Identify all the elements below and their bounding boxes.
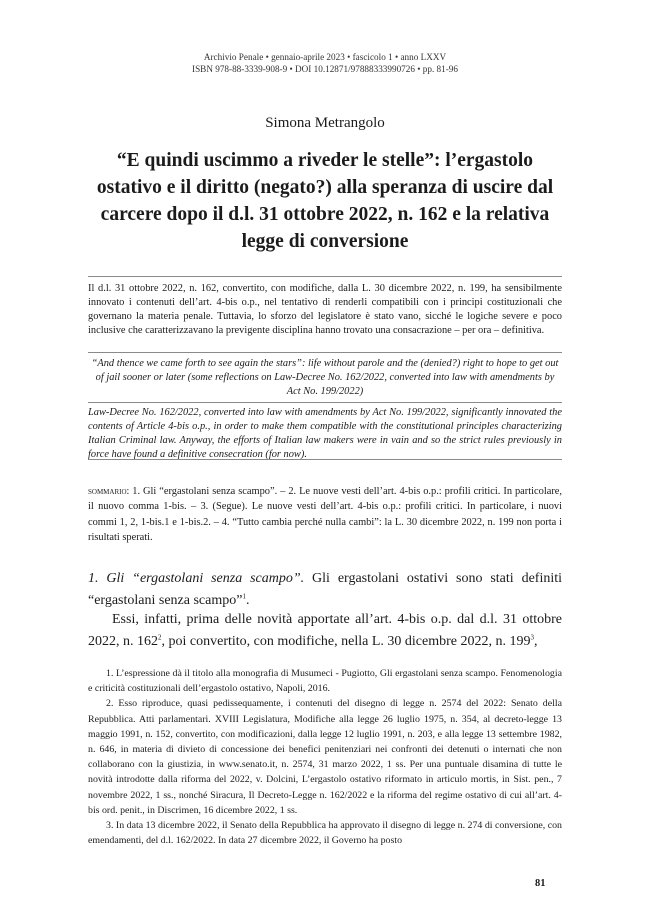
english-title: “And thence we came forth to see again the stars”: life without parole and the (denied?) right to hope to get out of jail sooner or later (some reflections on Law-Decree No. 162/2022, converted into law with amendments by Act No. 199/2022) — [91, 358, 559, 397]
divider — [88, 276, 562, 277]
divider — [88, 352, 562, 353]
summary-label: sommario: — [88, 486, 130, 497]
section-1-first-paragraph — [88, 568, 562, 611]
abstract-english: Law-Decree No. 162/2022, converted into law with amendments by Act No. 199/2022, significantly innovated the contents of Article 4-bis o.p., in order to make them compatible with the constitutional principles characterizing Italian Criminal law. Anyway, the efforts of Italian law makers were in vain and so the strict rules previously in force have found a definitive consecration (for now). — [88, 407, 562, 460]
footnote-1: 1. L’espressione dà il titolo alla monografia di Musumeci - Pugiotto, Gli ergastolani senza scampo. Fenomenologia e criticità costituzionali dell’ergastolo ostativo, Napoli, 2016. — [88, 668, 562, 695]
summary-text: 1. Gli “ergastolani senza scampo”. – 2. Le nuove vesti dell’art. 4-bis o.p.: profili critici. In particolare, il nuovo comma 1-bis. – 3. (Segue). Le nuove vesti dell’art. 4-bis o.p.: profili critici. In particolare, i nuovi commi 1, 2, 1-bis.1 e 1-bis.2. – 4. “Tutto cambia perché nulla cambi”: la L. 30 dicembre 2022, n. 199 non porta i risultati sperati. — [88, 486, 562, 543]
paragraph-text: Gli ergastolani ostativi sono stati definiti “ergastolani senza scampo” — [88, 571, 562, 608]
footnote-3: 3. In data 13 dicembre 2022, il Senato della Repubblica ha approvato il disegno di legge n. 274 di conversione, con emendamenti, del d.l. 162/2022. In data 27 dicembre 2022, il Governo ha posto — [88, 820, 562, 847]
paragraph-text: Essi, infatti, prima delle novità apportate all’art. 4-bis o.p. dal d.l. 31 ottobre 2022, n. 162 — [88, 612, 562, 649]
divider — [88, 402, 562, 403]
footnote-2: 2. Esso riproduce, quasi pedissequamente, i contenuti del disegno di legge n. 2574 del 2022: Senato della Repubblica. Atti parlamentari. XVIII Legislatura, Modifiche alla legge 26 luglio 1975, n. 354, al decreto-legge 13 maggio 1991, n. 152, convertito, con modificazioni, dalla legge 12 luglio 1991, n. 203, e alla legge 13 settembre 1982, n. 646, in materia di divieto di concessione dei benefici penitenziari nei confronti dei detenuti o internati che non collaborano con la giustizia, in www.senato.it, n. 2574, 31 marzo 2022, 1 ss. Per una puntuale disamina di tutte le novità introdotte dalla riforma del 2022, v. Dolcini, L’ergastolo ostativo riformato in articulo mortis, in Sist. pen., 7 novembre 2022, 1 ss., nonché Siracura, Il Decreto-Legge n. 162/2022 e la riforma del regime ostativo di cui all’art. 4-bis ord. penit., in Discrimen, 16 dicembre 2022, 1 ss. — [88, 698, 562, 816]
page-number: 81 — [535, 878, 546, 889]
section-1-second-paragraph — [88, 609, 562, 652]
section-heading: 1. Gli “ergastolani senza scampo”. — [88, 571, 305, 586]
footnote-ref[interactable]: 3 — [530, 632, 534, 641]
footnote-ref[interactable]: 1 — [242, 591, 246, 600]
divider — [88, 459, 562, 460]
abstract-italian: Il d.l. 31 ottobre 2022, n. 162, convertito, con modifiche, dalla L. 30 dicembre 2022, n. 199, ha sensibilmente innovato i contenuti dell’art. 4-bis o.p., nel tentativo di renderli compatibili con i principi costituzionali che governano la materia penale. Tuttavia, lo sforzo del legislatore è stato vano, sicché le logiche severe e poco inclusive che caratterizzavano la previgente disciplina hanno trovato una consacrazione – per ora – definitiva. — [88, 283, 562, 336]
isbn-doi-line: ISBN 978-88-3339-908-9 • DOI 10.12871/97888333990726 • pp. 81-96 — [192, 64, 458, 74]
footnotes — [88, 666, 562, 848]
paragraph-end: , — [533, 633, 538, 649]
journal-header: Archivio Penale • gennaio-aprile 2023 • fascicolo 1 • anno LXXV — [203, 52, 447, 62]
paragraph-end: . — [245, 592, 250, 608]
article-title: “E quindi uscimmo a riveder le stelle”: l’ergastolo ostativo e il diritto (negato?) alla speranza di uscire dal carcere dopo il d.l. 31 ottobre 2022, n. 162 e la relativa legge di conversione — [96, 150, 554, 252]
footnote-ref[interactable]: 2 — [158, 632, 162, 641]
table-of-contents — [88, 484, 562, 545]
author-name: Simona Metrangolo — [265, 115, 385, 131]
paragraph-text: , poi convertito, con modifiche, nella L. 30 dicembre 2022, n. 199 — [161, 633, 531, 649]
